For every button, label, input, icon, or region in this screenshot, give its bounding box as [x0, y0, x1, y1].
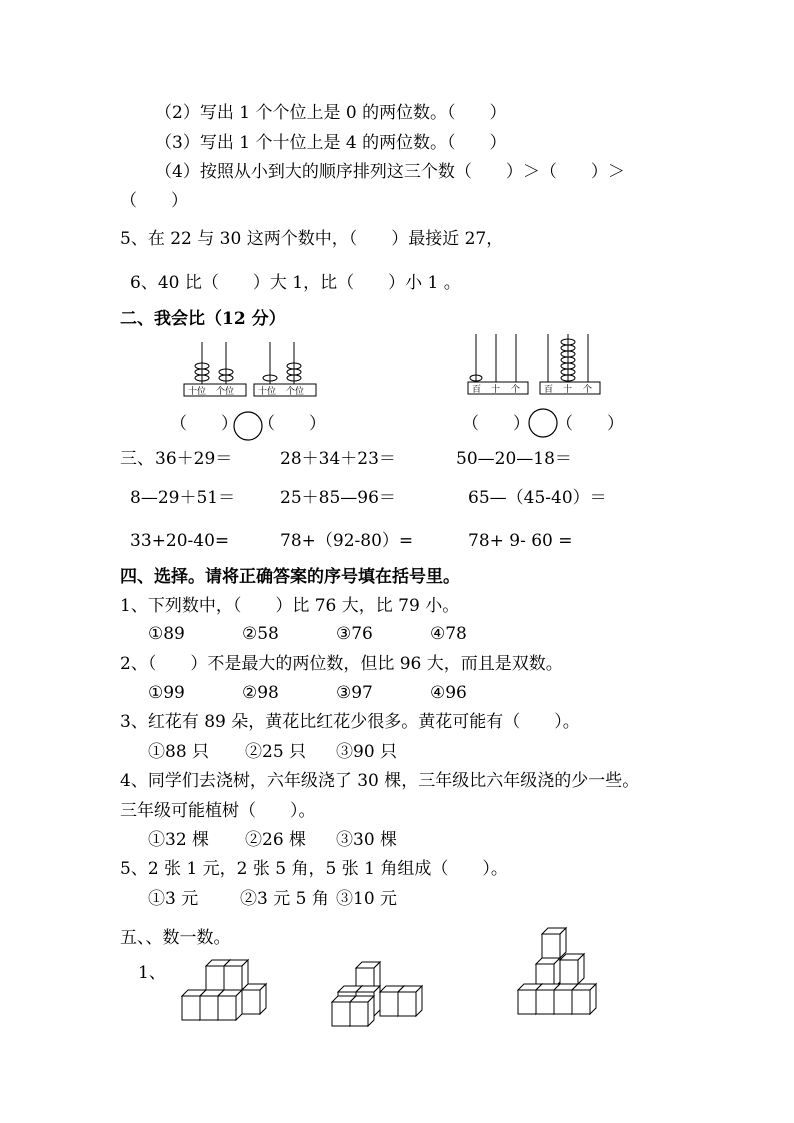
- compare-left-blank-2[interactable]: （ ）: [258, 414, 326, 434]
- choice-q5-opt3[interactable]: ③10 元: [336, 889, 398, 909]
- cube-figure-3: [518, 928, 596, 1014]
- choice-q4-opt1[interactable]: ①32 棵: [148, 830, 210, 850]
- choice-q3-opt1[interactable]: ①88 只: [148, 742, 210, 762]
- section-5-q1-label: 1、: [138, 963, 166, 983]
- question-1-4-line2: （ ）: [120, 191, 188, 211]
- choice-q4: 4、同学们去浇树，六年级浇了 30 棵，三年级比六年级浇的少一些。: [120, 771, 640, 791]
- calc-3-3: 78+ 9- 60 =: [468, 531, 573, 551]
- calc-1-1: 36＋29＝: [155, 449, 233, 469]
- label-one-place-b: 个位: [286, 387, 305, 397]
- abacus-b-beads: [263, 363, 301, 381]
- abacus-pair-right: [464, 332, 604, 396]
- cube-figure-2: [332, 962, 422, 1026]
- calc-2-2: 25＋85—96＝: [280, 488, 396, 508]
- calc-2-3: 65—（45-40）＝: [468, 488, 607, 508]
- choice-q4-opt2[interactable]: ②26 棵: [245, 830, 307, 850]
- choice-q2-opt3[interactable]: ③97: [336, 683, 373, 703]
- question-1-3: （3）写出 1 个十位上是 4 的两位数。（ ）: [155, 133, 507, 153]
- label-hundred-b: 百: [544, 385, 554, 395]
- section-5-title: 五、、数一数。: [120, 928, 231, 948]
- label-ten: 十: [491, 385, 501, 395]
- choice-q2-opt2[interactable]: ②98: [242, 683, 279, 703]
- choice-q1-opt3[interactable]: ③76: [336, 624, 373, 644]
- label-ten-place: 十位: [188, 387, 207, 397]
- compare-right-blank-1[interactable]: （ ）: [462, 414, 530, 434]
- calc-1-3: 50—20—18＝: [456, 449, 572, 469]
- label-one-b: 个: [583, 385, 593, 395]
- choice-q3-opt3[interactable]: ③90 只: [336, 742, 398, 762]
- calc-3-1: 33+20-40=: [130, 531, 230, 551]
- choice-q1-opt4[interactable]: ④78: [430, 624, 467, 644]
- choice-q2-opt1[interactable]: ①99: [148, 683, 185, 703]
- abacus-pair-left: [180, 340, 320, 402]
- question-1-2: （2）写出 1 个个位上是 0 的两位数。（ ）: [155, 103, 507, 123]
- cube-figure-1: [182, 960, 266, 1020]
- choice-q5-opt1[interactable]: ①3 元: [148, 889, 199, 909]
- section-2-title: 二、我会比（12 分）: [120, 309, 286, 329]
- calc-3-2: 78+（92-80）=: [280, 531, 414, 551]
- cube-figures: [170, 940, 630, 1040]
- compare-left-blank-1[interactable]: （ ）: [170, 414, 238, 434]
- choice-q1: 1、下列数中，（ ）比 76 大，比 79 小。: [120, 596, 460, 616]
- choice-q4-opt3[interactable]: ③30 棵: [336, 830, 398, 850]
- question-6: 6、40 比（ ）大 1，比（ ）小 1 。: [130, 273, 461, 293]
- choice-q5-opt2[interactable]: ②3 元 5 角: [240, 889, 329, 909]
- choice-q4-line2: 三年级可能植树（ ）。: [120, 801, 316, 821]
- label-ten-place-b: 十位: [258, 387, 277, 397]
- label-one: 个: [511, 385, 521, 395]
- label-one-place: 个位: [216, 387, 235, 397]
- section-3-prefix: 三、: [120, 449, 154, 469]
- choice-q1-opt1[interactable]: ①89: [148, 624, 185, 644]
- question-5: 5、在 22 与 30 这两个数中，（ ）最接近 27，: [120, 229, 504, 249]
- choice-q2-opt4[interactable]: ④96: [430, 683, 467, 703]
- compare-right-blank-2[interactable]: （ ）: [556, 414, 624, 434]
- compare-circle-right[interactable]: [527, 407, 559, 439]
- choice-q2: 2、（ ）不是最大的两位数，但比 96 大，而且是双数。: [120, 654, 563, 674]
- calc-2-1: 8—29＋51＝: [130, 488, 236, 508]
- choice-q1-opt2[interactable]: ②58: [242, 624, 279, 644]
- abacus-a-beads: [195, 363, 233, 381]
- choice-q5: 5、2 张 1 元，2 张 5 角，5 张 1 角组成（ ）。: [120, 859, 508, 879]
- question-1-4-line1: （4）按照从小到大的顺序排列这三个数（ ）＞（ ）＞: [155, 162, 625, 182]
- section-4-title: 四、选择。请将正确答案的序号填在括号里。: [120, 567, 460, 587]
- label-hundred: 百: [472, 385, 482, 395]
- choice-q3: 3、红花有 89 朵，黄花比红花少很多。黄花可能有（ ）。: [120, 712, 580, 732]
- choice-q3-opt2[interactable]: ②25 只: [245, 742, 307, 762]
- label-ten-b: 十: [563, 385, 573, 395]
- calc-1-2: 28＋34＋23＝: [280, 449, 396, 469]
